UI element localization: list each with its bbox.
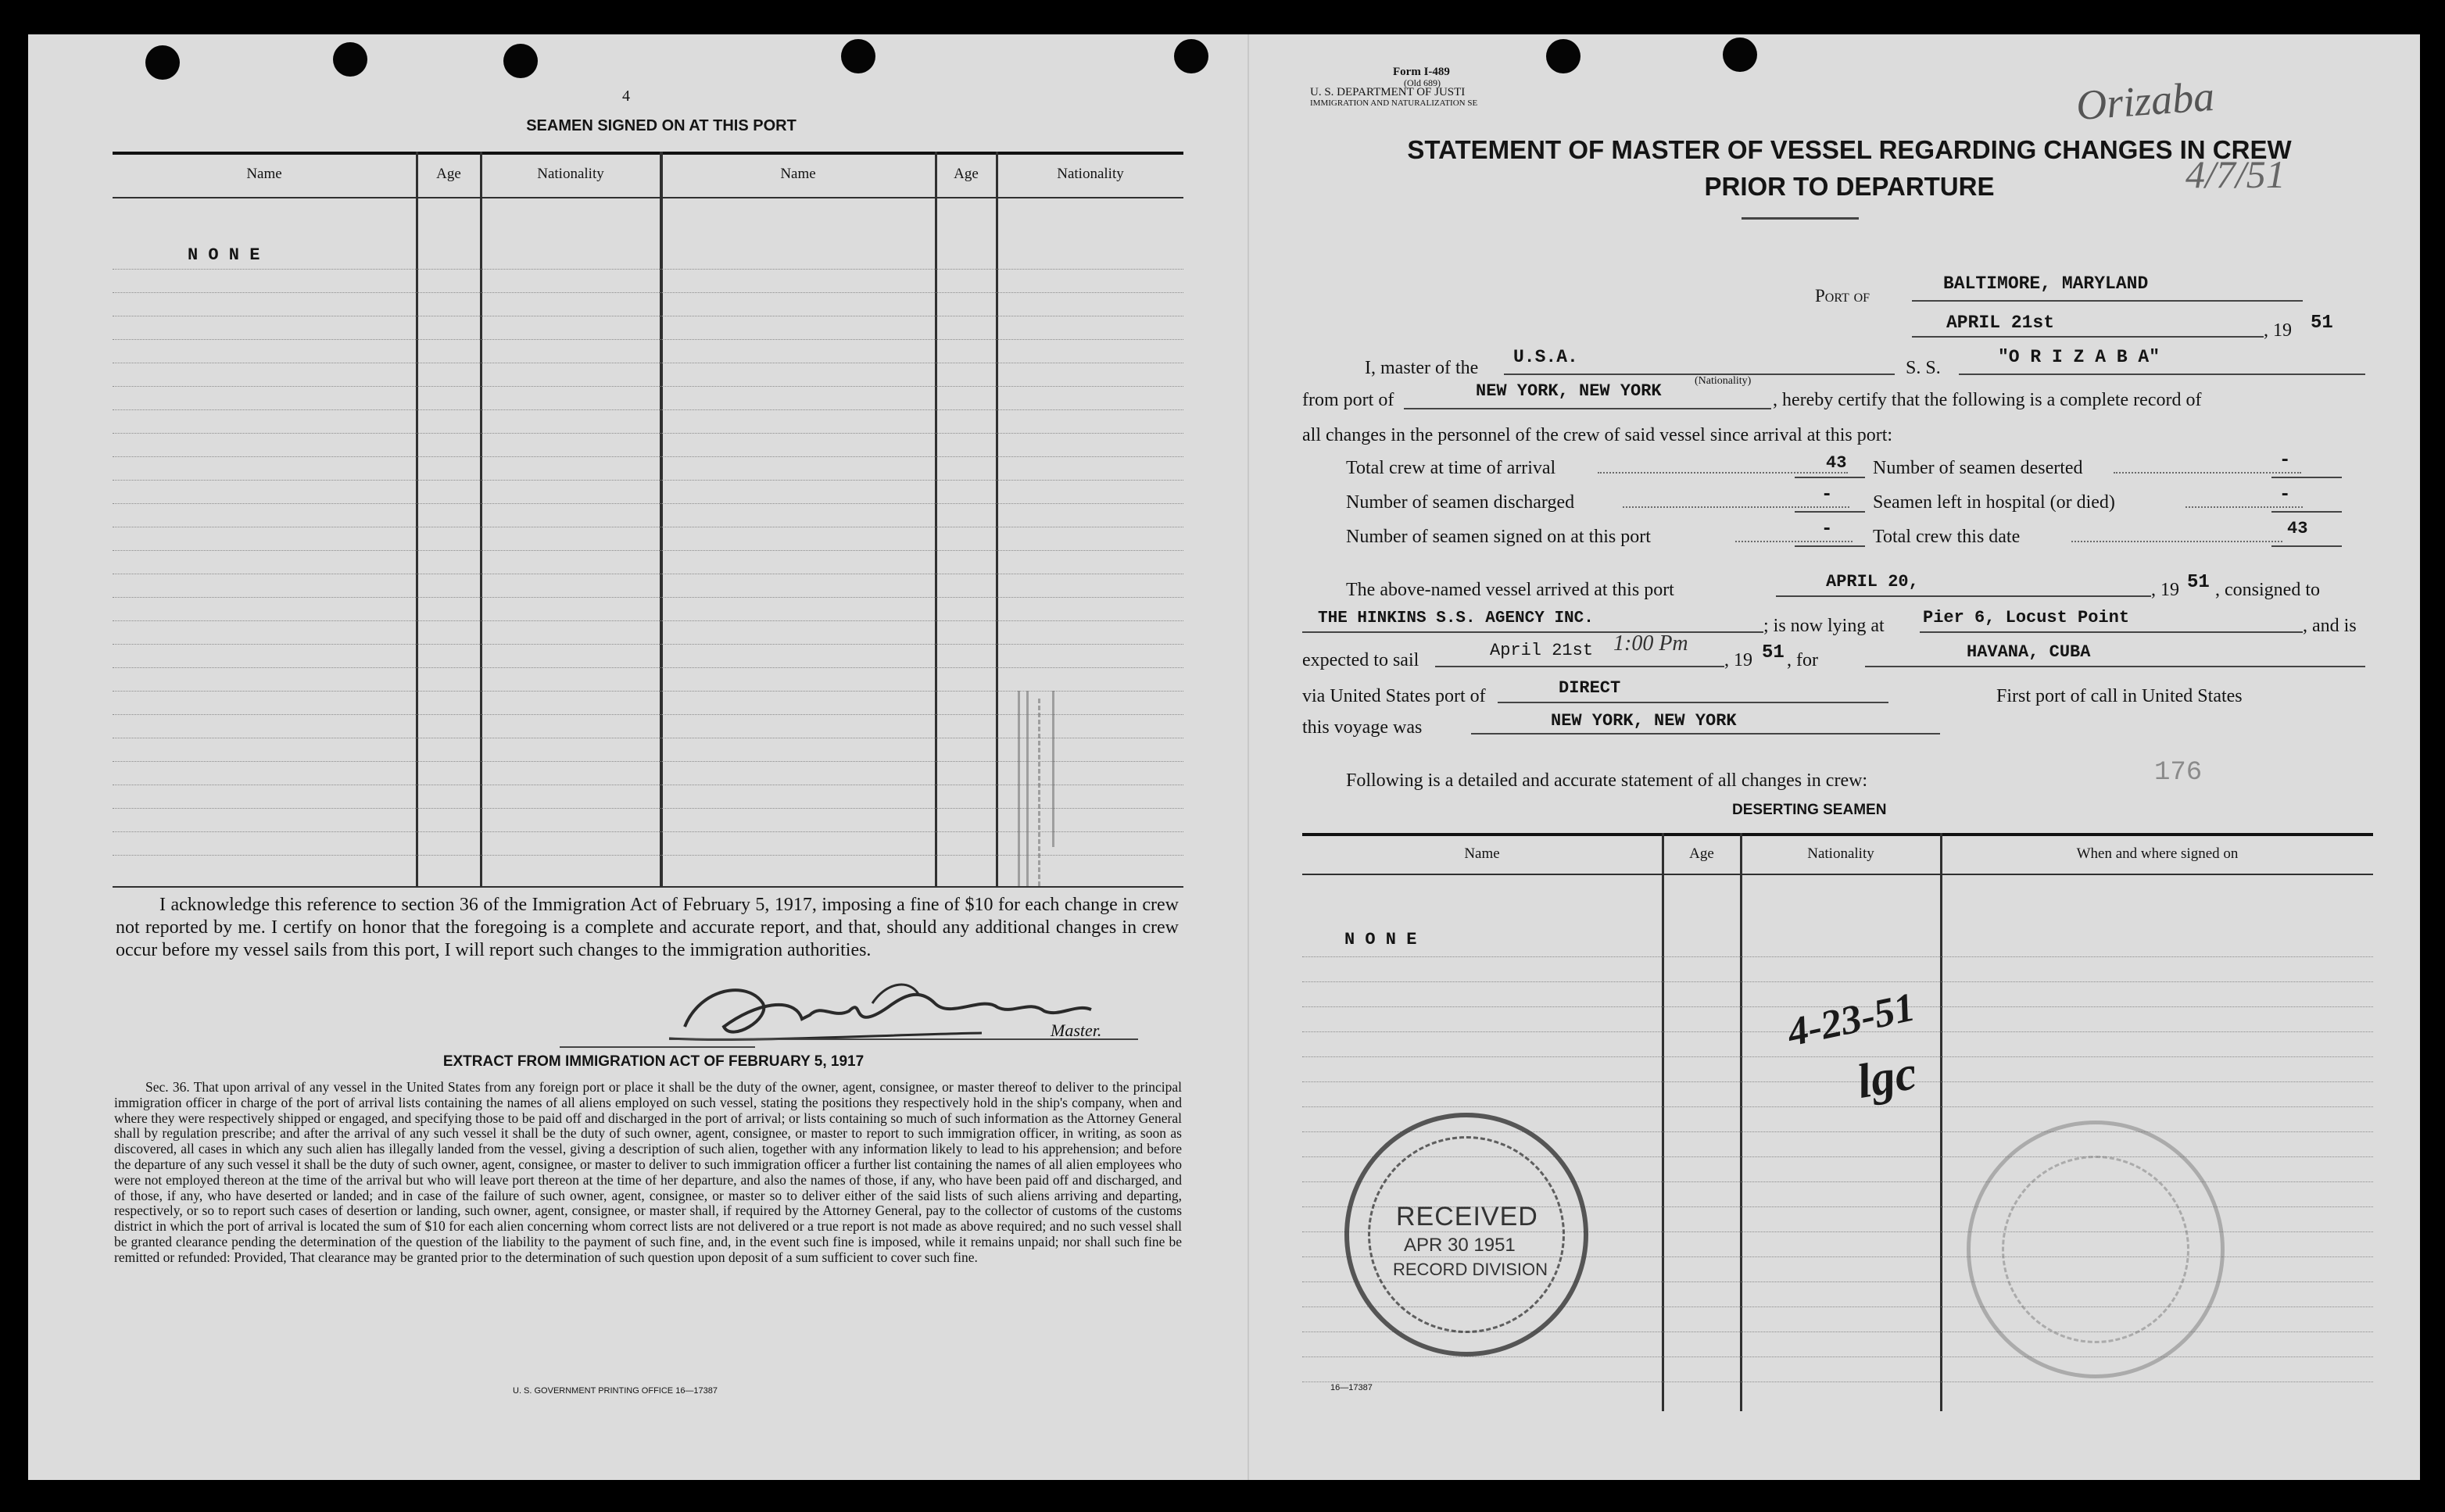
stat-line bbox=[2271, 477, 2342, 478]
print-code: 16—17387 bbox=[1330, 1383, 1373, 1392]
deserting-title: DESERTING SEAMEN bbox=[1732, 802, 1887, 818]
punch-hole bbox=[503, 44, 538, 78]
table-row-rule bbox=[1302, 981, 2373, 982]
via-label: via United States port of bbox=[1302, 686, 1486, 706]
arrived-line bbox=[1776, 595, 2151, 597]
via-value: DIRECT bbox=[1559, 678, 1621, 698]
extract-title: EXTRACT FROM IMMIGRATION ACT OF FEBRUARY 5, 1917 bbox=[442, 1053, 865, 1070]
table-row-rule bbox=[113, 550, 1183, 551]
year-prefix: , 19 bbox=[2264, 320, 2292, 341]
deserting-entry-none: N O N E bbox=[1344, 930, 1417, 949]
stat-hospital-value: - bbox=[2279, 484, 2291, 506]
arrived-value: APRIL 20, bbox=[1826, 572, 1919, 592]
voyage-line bbox=[1471, 733, 1940, 735]
port-of-label: Port of bbox=[1815, 286, 1870, 306]
expected-year: 51 bbox=[1762, 642, 1785, 663]
punch-hole bbox=[1546, 39, 1580, 73]
arrived-year-prefix: , 19 bbox=[2151, 580, 2179, 600]
table-row-rule bbox=[113, 433, 1183, 434]
form-title-line2: PRIOR TO DEPARTURE bbox=[1704, 172, 1995, 201]
table-row-rule bbox=[113, 620, 1183, 621]
lying-value: Pier 6, Locust Point bbox=[1923, 608, 2130, 627]
col-header-age: Age bbox=[436, 166, 461, 182]
from-port-value: NEW YORK, NEW YORK bbox=[1476, 381, 1662, 401]
table-row-rule bbox=[113, 269, 1183, 270]
signed-on-table bbox=[113, 152, 1183, 917]
stat-arrival-label: Total crew at time of arrival bbox=[1346, 458, 1556, 478]
flag-value: U.S.A. bbox=[1513, 347, 1578, 367]
title-underline bbox=[1742, 217, 1859, 220]
table-row-rule bbox=[113, 409, 1183, 410]
document-sheet bbox=[28, 34, 2420, 1480]
stat-arrival-value: 43 bbox=[1826, 453, 1847, 473]
table-row-rule bbox=[113, 386, 1183, 387]
consignee-value: THE HINKINS S.S. AGENCY INC. bbox=[1318, 609, 1594, 627]
form-title-line1: STATEMENT OF MASTER OF VESSEL REGARDING CHANGES IN CREW bbox=[1407, 135, 2292, 164]
master-label: Master. bbox=[1051, 1021, 1102, 1040]
table-row-rule bbox=[113, 339, 1183, 340]
nationality-note: (Nationality) bbox=[1695, 375, 1752, 387]
certify-text-2: all changes in the personnel of the crew of said vessel since arrival at this port: bbox=[1302, 425, 1893, 445]
leader-dots bbox=[1735, 541, 1853, 542]
handwritten-date: 4/7/51 bbox=[2185, 152, 2286, 196]
table-row-rule bbox=[113, 644, 1183, 645]
stat-deserted-value: - bbox=[2279, 450, 2291, 471]
leader-dots bbox=[1623, 506, 1849, 508]
for-label: , for bbox=[1787, 650, 1818, 670]
stat-deserted-label: Number of seamen deserted bbox=[1873, 458, 2083, 478]
consigned-label: , consigned to bbox=[2215, 580, 2320, 600]
handwritten-note-date: 4-23-51 bbox=[1783, 985, 1919, 1056]
punch-hole bbox=[1723, 38, 1757, 72]
arrived-label: The above-named vessel arrived at this port bbox=[1346, 580, 1674, 600]
table-row-rule bbox=[113, 667, 1183, 668]
stat-hospital-label: Seamen left in hospital (or died) bbox=[1873, 492, 2115, 513]
via-line bbox=[1498, 702, 1888, 703]
stat-line bbox=[2271, 545, 2342, 547]
received-stamp-text: RECEIVED bbox=[1396, 1202, 1538, 1231]
stat-line bbox=[1795, 477, 1865, 478]
table-row-rule bbox=[113, 292, 1183, 293]
col-header-signed-on: When and where signed on bbox=[2076, 845, 2239, 862]
col-header-nationality: Nationality bbox=[1807, 845, 1874, 862]
date-value: APRIL 21st bbox=[1946, 313, 2055, 333]
col-header-nationality: Nationality bbox=[537, 166, 604, 182]
handwritten-vessel: Orizaba bbox=[2074, 72, 2216, 130]
voyage-value: NEW YORK, NEW YORK bbox=[1551, 711, 1737, 731]
stat-line bbox=[1795, 545, 1865, 547]
from-port-label: from port of bbox=[1302, 390, 1394, 410]
master-signature bbox=[653, 972, 1169, 1058]
printing-office: U. S. GOVERNMENT PRINTING OFFICE 16—17387 bbox=[513, 1386, 718, 1396]
col-header-name: Name bbox=[780, 166, 816, 182]
left-title: SEAMEN SIGNED ON AT THIS PORT bbox=[526, 117, 797, 134]
left-entry-none: N O N E bbox=[188, 245, 260, 265]
department: U. S. DEPARTMENT OF JUSTI bbox=[1310, 86, 1466, 98]
form-number: Form I-489 bbox=[1393, 66, 1450, 78]
table-row-rule bbox=[1302, 1081, 2373, 1082]
punch-hole bbox=[841, 39, 875, 73]
stat-signed-on-label: Number of seamen signed on at this port bbox=[1346, 527, 1651, 547]
col-header-name: Name bbox=[1464, 845, 1500, 862]
punch-hole bbox=[145, 45, 180, 80]
stat-total-label: Total crew this date bbox=[1873, 527, 2021, 547]
stat-line bbox=[1795, 511, 1865, 513]
vertical-stamp bbox=[1011, 691, 1066, 886]
following-mark: 176 bbox=[2154, 758, 2203, 788]
center-fold bbox=[1248, 34, 1249, 1480]
for-value: HAVANA, CUBA bbox=[1967, 642, 2091, 662]
table-row-rule bbox=[1302, 956, 2373, 957]
service: IMMIGRATION AND NATURALIZATION SE bbox=[1310, 98, 1478, 108]
handwritten-note-initials: lgc bbox=[1853, 1046, 1921, 1110]
and-is: , and is bbox=[2303, 616, 2357, 636]
voyage-label: this voyage was bbox=[1302, 717, 1423, 738]
col-header-age: Age bbox=[1689, 845, 1714, 862]
expected-line bbox=[1435, 666, 1724, 667]
following-label: Following is a detailed and accurate statement of all changes in crew: bbox=[1346, 770, 1868, 791]
lying-label: ; is now lying at bbox=[1763, 616, 1885, 636]
expected-time: 1:00 Pm bbox=[1613, 631, 1688, 656]
page-number: 4 bbox=[622, 88, 630, 105]
from-port-line bbox=[1404, 408, 1771, 409]
punch-hole bbox=[1174, 39, 1208, 73]
col-header-name: Name bbox=[246, 166, 282, 182]
stat-line bbox=[2271, 511, 2342, 513]
received-stamp-division: RECORD DIVISION bbox=[1393, 1260, 1548, 1279]
leader-dots bbox=[2114, 472, 2301, 474]
table-row-rule bbox=[1302, 1106, 2373, 1107]
certify-text: , hereby certify that the following is a complete record of bbox=[1773, 390, 2202, 410]
leader-dots bbox=[2071, 541, 2282, 542]
leader-dots bbox=[1598, 472, 1848, 474]
vessel-line bbox=[1959, 374, 2365, 375]
faint-stamp bbox=[1967, 1121, 2225, 1378]
form-old: (Old 689) bbox=[1404, 77, 1441, 88]
arrived-year: 51 bbox=[2187, 572, 2210, 593]
table-row-rule bbox=[113, 480, 1183, 481]
stat-discharged-label: Number of seamen discharged bbox=[1346, 492, 1575, 513]
leader-dots bbox=[2185, 506, 2303, 508]
expected-value: April 21st bbox=[1490, 641, 1594, 660]
date-line bbox=[1912, 336, 2264, 338]
expected-year-prefix: , 19 bbox=[1724, 650, 1752, 670]
stat-discharged-value: - bbox=[1821, 484, 1833, 506]
punch-hole bbox=[333, 42, 367, 77]
received-stamp bbox=[1344, 1113, 1588, 1357]
stat-signed-on-value: - bbox=[1821, 519, 1833, 540]
port-value: BALTIMORE, MARYLAND bbox=[1943, 273, 2149, 294]
port-line bbox=[1912, 300, 2303, 302]
year-value: 51 bbox=[2311, 313, 2333, 334]
form-title bbox=[1310, 131, 2389, 205]
col-header-age: Age bbox=[954, 166, 979, 182]
stat-total-value: 43 bbox=[2287, 519, 2308, 538]
lying-line bbox=[1920, 631, 2303, 633]
acknowledgement-text: I acknowledge this reference to section 36 of the Immigration Act of February 5, 1917, imposing a fine of $10 for each change in crew not reported by me. I certify on honor that the foregoing is a complete and accurate report, and that, should any additional changes in crew occur before my vessel sails from this port, I will report such changes to the immigration authorities. bbox=[116, 895, 1179, 960]
table-row-rule bbox=[113, 597, 1183, 598]
expected-label: expected to sail bbox=[1302, 650, 1419, 670]
master-of-label: I, master of the bbox=[1365, 358, 1479, 378]
extract-text: Sec. 36. That upon arrival of any vessel in the United States from any foreign port or place it shall be the duty of the owner, agent, consignee, or master thereof to deliver to the principal immigration officer in charge of the port of arrival lists containing the names of all aliens employed on such vessel, stating the positions they respectively hold in the ship's company, when and where they were respectively shipped or engaged, and specifying those to be paid off and discharged in the port of arrival; or lists containing so much of such information as the Attorney General shall by regulation prescribe; and after the arrival of any such vessel it shall be the duty of such owner, agent, consignee, or master to report to such immigration officer, in writing, as soon as discovered, all cases in which any such alien has illegally landed from the vessel, giving a description of such alien, together with any information likely to lead to his apprehension; and before the departure of any such vessel it shall be the duty of such owner, agent, consignee, or master to deliver to such immigration officer a further list containing the names of all alien employees who were not employed thereon at the time of the arrival but who will leave port thereon at the time of her departure, and also the names of those, if any, who have been paid off and discharged, and of those, if any, who have deserted or landed; and in case of the failure of such owner, agent, consignee, or master so to deliver either of the said lists of such aliens arriving and departing, respectively, or so to report such cases of desertion or landing, such owner, agent, consignee, or master shall, if required by the Attorney General, pay to the collector of customs of the customs district in which the port of arrival is located the sum of $10 for each alien concerning whom correct lists are not delivered or a true report is not made as above required; and no such vessel shall be granted clearance pending the determination of the question of the liability to the payment of such fine, and, in the event such fine is imposed, while it remains unpaid; nor shall such fine be remitted or refunded: Provided, That clearance may be granted prior to the determination of such question upon deposit of a sum sufficient to cover such fine. bbox=[114, 1079, 1182, 1265]
vessel-value: "O R I Z A B A" bbox=[1998, 347, 2160, 367]
divider bbox=[560, 1046, 755, 1048]
col-header-nationality: Nationality bbox=[1057, 166, 1124, 182]
received-stamp-date: APR 30 1951 bbox=[1404, 1235, 1516, 1256]
first-port-label: First port of call in United States bbox=[1996, 686, 2243, 706]
table-row-rule bbox=[1302, 1056, 2373, 1057]
ss-label: S. S. bbox=[1906, 358, 1941, 378]
table-row-rule bbox=[113, 503, 1183, 504]
for-line bbox=[1865, 666, 2365, 667]
consignee-line bbox=[1302, 631, 1763, 633]
table-row-rule bbox=[113, 456, 1183, 457]
